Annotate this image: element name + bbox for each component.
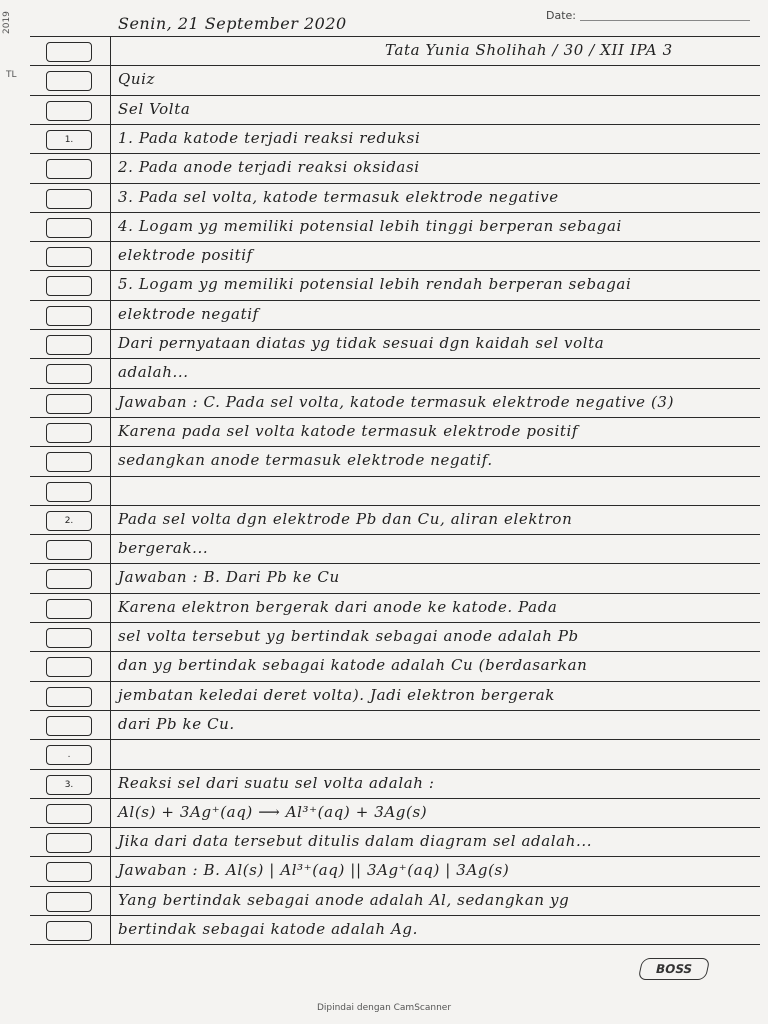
handwritten-line: dari Pb ke Cu. [118, 714, 235, 733]
ruled-line [30, 915, 760, 916]
ruled-line [30, 505, 760, 506]
handwritten-line: Al(s) + 3Ag⁺(aq) ⟶ Al³⁺(aq) + 3Ag(s) [118, 802, 428, 821]
ruled-line [30, 739, 760, 740]
notebook-brand-logo: BOSS [638, 958, 711, 980]
handwritten-line: bertindak sebagai katode adalah Ag. [118, 920, 418, 938]
ruled-line [30, 827, 760, 828]
row-checkbox [46, 101, 92, 121]
row-checkbox: 2. [46, 511, 92, 531]
handwritten-line: Karena elektron bergerak dari anode ke katode. Pada [118, 597, 558, 616]
row-checkbox [46, 247, 92, 267]
ruled-line [30, 886, 760, 887]
ruled-line [30, 417, 760, 418]
row-checkbox [46, 687, 92, 707]
handwritten-line: Pada sel volta dgn elektrode Pb dan Cu, aliran elektron [118, 509, 573, 528]
handwritten-line: sel volta tersebut yg bertindak sebagai anode adalah Pb [118, 627, 579, 645]
row-checkbox [46, 71, 92, 91]
handwritten-line: dan yg bertindak sebagai katode adalah Cu (berdasarkan [118, 656, 588, 675]
handwritten-line: Jawaban : B. Dari Pb ke Cu [118, 568, 340, 587]
row-checkbox: . [46, 745, 92, 765]
ruled-line [30, 446, 760, 447]
ruled-line [30, 856, 760, 857]
ruled-line [30, 329, 760, 330]
ruled-line [30, 769, 760, 770]
row-checkbox [46, 628, 92, 648]
date-label: Date: [546, 9, 576, 22]
handwritten-line: 3. Pada sel volta, katode termasuk elektrode negative [118, 187, 559, 206]
row-checkbox [46, 189, 92, 209]
scanner-watermark: Dipindai dengan CamScanner [316, 1003, 452, 1013]
row-checkbox [46, 42, 92, 62]
ruled-line [30, 153, 760, 154]
handwritten-line: Karena pada sel volta katode termasuk elektrode positif [118, 421, 579, 440]
handwritten-line: 4. Logam yg memiliki potensial lebih tinggi berperan sebagai [118, 216, 622, 235]
handwritten-line: Yang bertindak sebagai anode adalah Al, sedangkan yg [118, 890, 570, 909]
date-underline [580, 20, 750, 21]
handwritten-line: bergerak... [118, 539, 209, 558]
ruled-line [30, 124, 760, 125]
ruled-line [30, 563, 760, 564]
handwritten-line: Reaksi sel dari suatu sel volta adalah : [118, 773, 435, 792]
row-checkbox [46, 599, 92, 619]
row-checkbox [46, 862, 92, 882]
ruled-line [30, 65, 760, 66]
handwritten-line: Jawaban : C. Pada sel volta, katode termasuk elektrode negative (3) [118, 392, 675, 411]
ruled-line [30, 476, 760, 477]
ruled-line [30, 798, 760, 799]
handwritten-line: Quiz [118, 70, 156, 89]
ruled-line [30, 681, 760, 682]
row-checkbox [46, 364, 92, 384]
ruled-line [30, 358, 760, 359]
row-checkbox [46, 921, 92, 941]
handwritten-line: Sel Volta [118, 99, 191, 118]
handwritten-line: adalah... [118, 363, 189, 382]
row-checkbox [46, 394, 92, 414]
handwritten-line: 2. Pada anode terjadi reaksi oksidasi [118, 158, 420, 177]
ruled-line [30, 36, 760, 37]
row-checkbox [46, 452, 92, 472]
row-checkbox [46, 306, 92, 326]
side-year-mark: 2019 [2, 11, 12, 34]
ruled-line [30, 183, 760, 184]
handwritten-line: sedangkan anode termasuk elektrode negatif. [118, 451, 493, 470]
ruled-line [30, 593, 760, 594]
handwritten-line: elektrode negatif [118, 304, 259, 323]
side-mark: TL [6, 70, 17, 80]
row-checkbox [46, 335, 92, 355]
handwritten-line: 5. Logam yg memiliki potensial lebih rendah berperan sebagai [118, 275, 632, 294]
row-checkbox [46, 540, 92, 560]
row-checkbox [46, 657, 92, 677]
margin-line [110, 36, 111, 944]
row-checkbox [46, 482, 92, 502]
header-date: Senin, 21 September 2020 [118, 14, 347, 33]
ruled-line [30, 241, 760, 242]
ruled-line [30, 95, 760, 96]
row-checkbox: 3. [46, 775, 92, 795]
ruled-line [30, 270, 760, 271]
row-checkbox [46, 276, 92, 296]
ruled-line [30, 300, 760, 301]
handwritten-line: Jika dari data tersebut ditulis dalam diagram sel adalah... [118, 832, 593, 851]
row-checkbox [46, 804, 92, 824]
ruled-line [30, 212, 760, 213]
row-checkbox [46, 892, 92, 912]
ruled-line [30, 710, 760, 711]
ruled-line [30, 944, 760, 945]
handwritten-line: Jawaban : B. Al(s) | Al³⁺(aq) || 3Ag⁺(aq) | 3Ag(s) [118, 861, 510, 880]
handwritten-line: 1. Pada katode terjadi reaksi reduksi [118, 128, 421, 147]
handwritten-line: Tata Yunia Sholihah / 30 / XII IPA 3 [385, 41, 673, 59]
ruled-line [30, 388, 760, 389]
ruled-line [30, 534, 760, 535]
ruled-line [30, 651, 760, 652]
handwritten-line: jembatan keledai deret volta). Jadi elektron bergerak [118, 685, 555, 704]
ruled-line [30, 622, 760, 623]
row-checkbox: 1. [46, 130, 92, 150]
handwritten-line: Dari pernyataan diatas yg tidak sesuai dgn kaidah sel volta [118, 334, 605, 352]
row-checkbox [46, 833, 92, 853]
row-checkbox [46, 569, 92, 589]
row-checkbox [46, 423, 92, 443]
handwritten-line: elektrode positif [118, 246, 253, 265]
row-checkbox [46, 716, 92, 736]
row-checkbox [46, 218, 92, 238]
row-checkbox [46, 159, 92, 179]
